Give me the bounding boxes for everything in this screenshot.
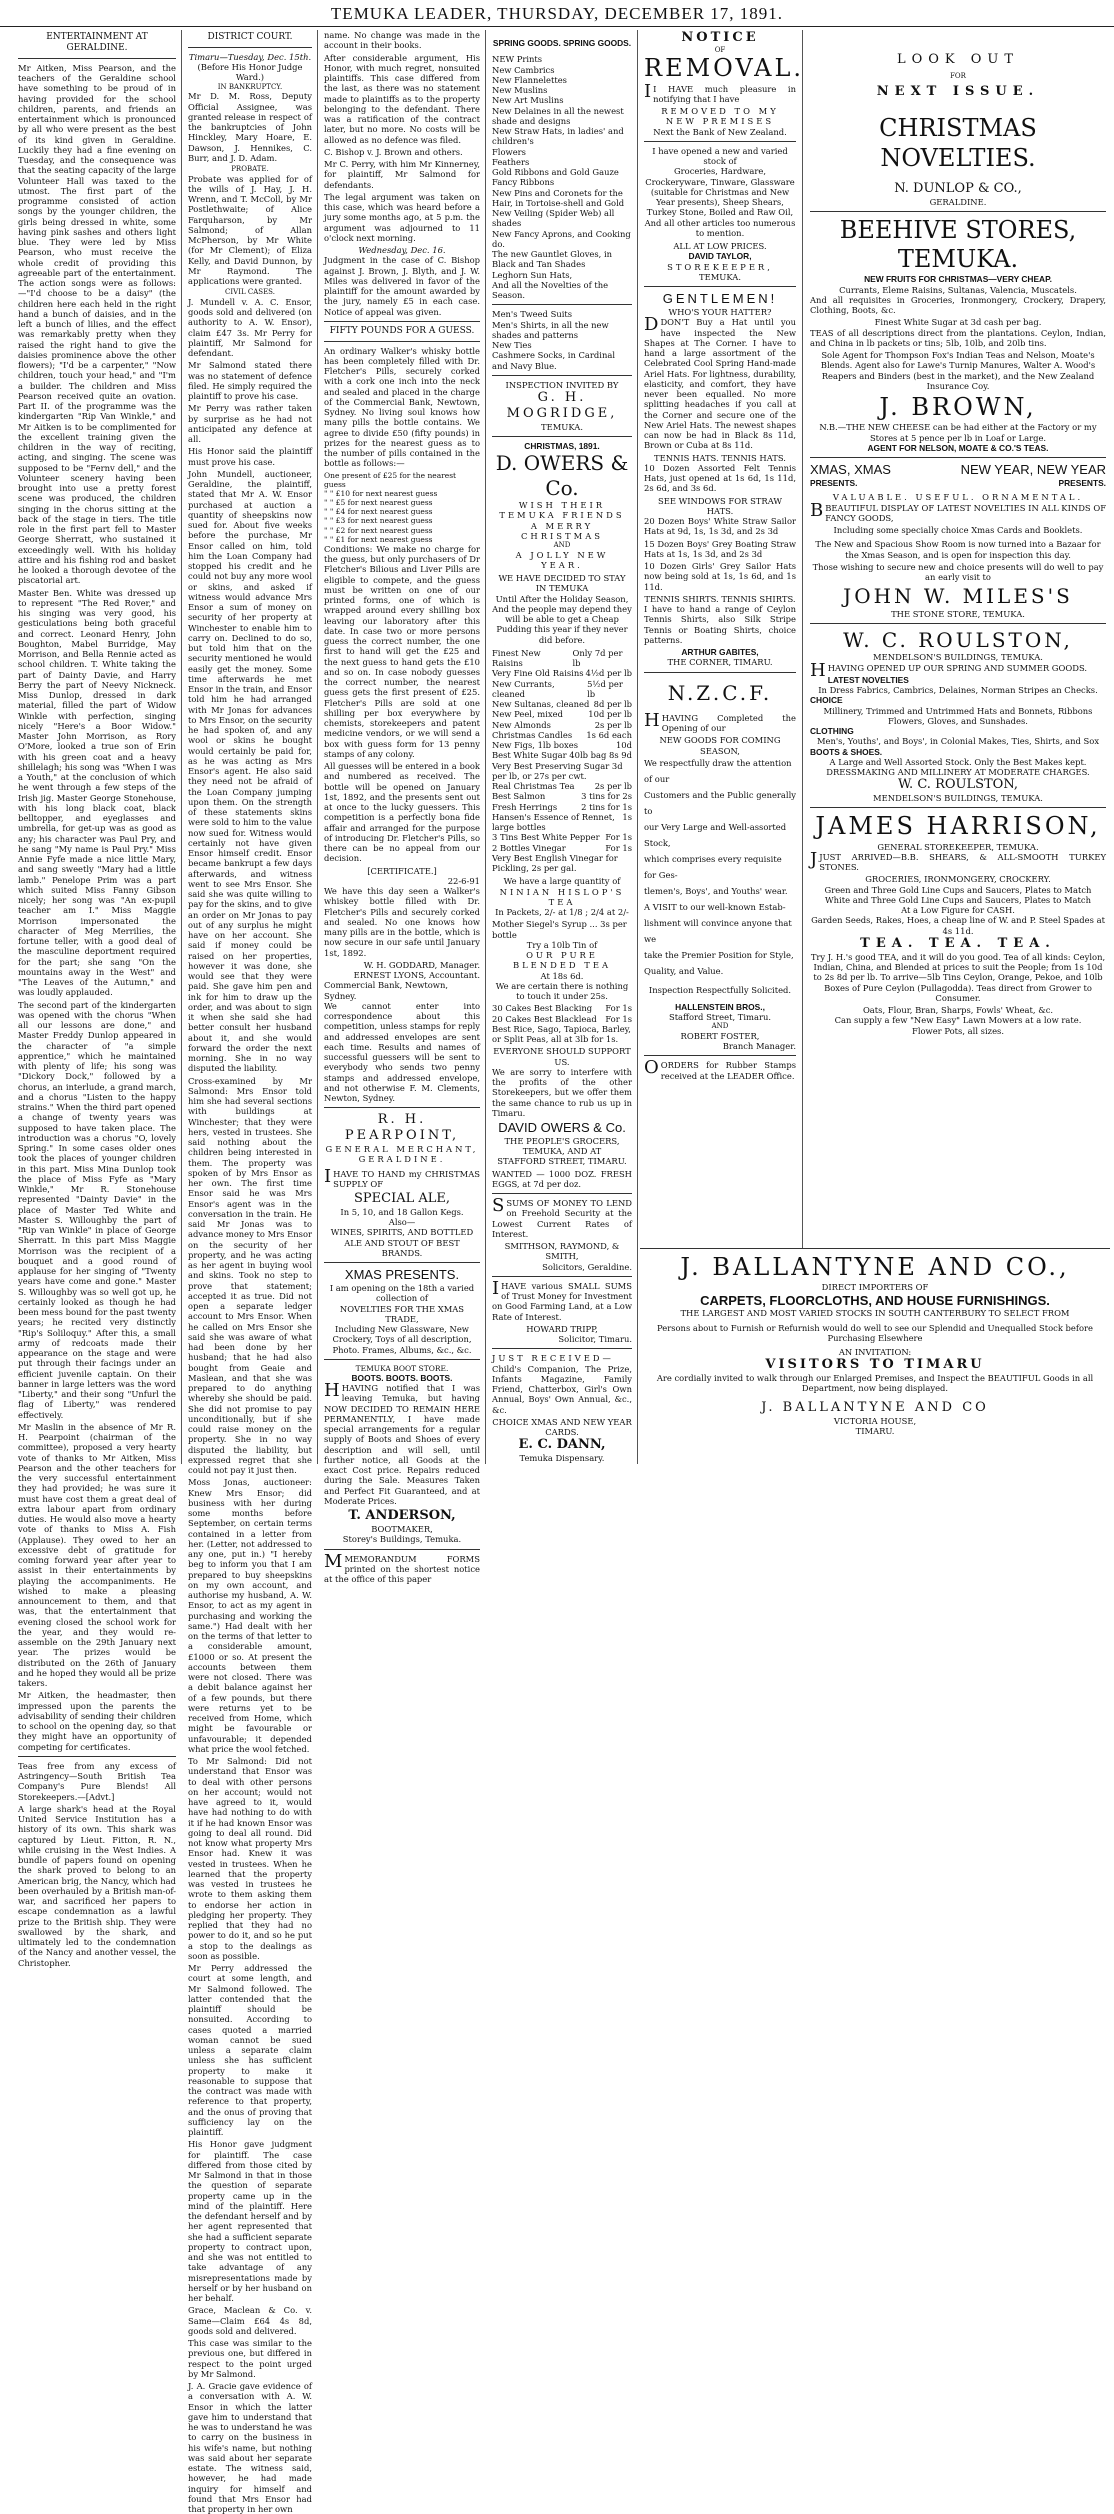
advertiser-title: Solicitor, Timaru. (558, 1334, 632, 1345)
advt-text: A MERRY CHRISTMAS (520, 520, 603, 541)
advt-heading: GROCERIES, IRONMONGERY, CROCKERY. (865, 874, 1051, 885)
certificate-text: We have this day seen a Walker's whiskey bottle filled with Dr. Fletcher's Pills and securely corked and sealed. No one knows how many pills are in the bottle, which is now secure in our safe until January 1st, 1892. (324, 886, 480, 958)
advertiser-name: DAVID TAYLOR, (688, 251, 752, 262)
advertiser-title: Branch Manager. (722, 1041, 796, 1051)
advertiser-name: G. H. MOGRIDGE, (506, 390, 618, 421)
advt-paragraph: Teas free from any excess of Astringency—South British Tea Company's Pure Blends! All Storekeepers.—[Advt.] (18, 1760, 176, 1802)
column-adverts-a: SPRING GOODS. SPRING GOODS. NEW Prints New Cambrics New Flannelettes New Muslins New Art Muslins New Delaines in all the newest shade and designs New Straw Hats, in ladies' and children's Flowers Feathers Gold Ribbons and Gold Gauze Fancy Ribbons New Pins and Coronets for the Hair, in Tortoise-shell and Gold New Veiling (Spider Web) all shades New Fancy Aprons, and Cooking do. The new Gauntlet Gloves, in Black and Tan Shades Leghorn Sun Hats, And all the Novelties of the Season. Men's Tweed Suits Men's Shirts, in all the new shades and patterns New Ties Cashmere Socks, in Cardinal and Navy Blue. INSPECTION INVITED BY G. H. MOGRIDGE, TEMUKA. CHRISTMAS, 1891. D. OWERS & Co. WISH THEIR TEMUKA FRIENDS A MERRY CHRISTMAS AND A JOLLY NEW YEAR. WE HAVE DECIDED TO STAY IN TEMUKA Until After the Holiday Season, And the people may depend they will be able to get a Cheap Pudding this year if they never did before. Finest New Raisins Only 7d per lb Very Fine Old Raisins 4½d per lb New Currants, cleaned 5½d per lb New Sultanas, cleaned 8d per lb New Peel, mixed 10d per lb New Almonds 2s per lb Christmas Candles 1s 6d each New Figs, 1lb boxes 10d Best White Sugar 40lb bag 8s 9d Very Best Preserving Sugar 3d per lb, or 27s per cwt. Real Christmas Tea 2s per lb Best Salmon 3 tins for 2s Fresh Herrings 2 tins for 1s Hansen's Essence of Rennet, large bottles 1s 3 Tins Best White Pepper For 1s 2 Bottles Vinegar For 1s Very Best English Vinegar for Pickling, 2s per gal. We have a large quantity of NINIAN HISLOP'S TEA In Packets, 2/- at 1/8 ; 2/4 at 2/- Mother Siegel's Syrup ... 3s per bottle Try a 10lb Tin of OUR PURE BLENDED TEA At 18s 6d. We are certain there is nothing to touch it under 25s. 30 Cakes Best Blacking For 1s 20 Cakes Best Blacklead For 1s Best Rice, Sago, Tapioca, Barley, or Split Peas, all at 3lb for 1s. EVERYONE SHOULD SUPPORT US. We are sorry to interfere with the profits of the other Storekeepers, but we offer them the same chance to rub us up in Timaru. DAVID OWERS & Co. THE PEOPLE'S GROCERS, TEMUKA, AND AT STAFFORD STREET, TIMARU. WANTED — 1000 DOZ. FRESH EGGS, at 7d per doz. SSUMS OF MONEY TO LEND on Freehold Security at the Lowest Current Rates of Interest. SMITHSON, RAYMOND, & SMITH, Solicitors, Geraldine. IHAVE various SMALL SUMS of Trust Money for Investment on Good Farming Land, at a Low Rate of Interest. HOWARD TRIPP, Solicitor, Timaru. JUST RECEIVED— Child's Companion, The Prize, Infants Magazine, Family Friend, Chatterbox, Girl's Own Annual, Boys' Own Annual, &c., &c. CHOICE XMAS AND NEW YEAR CARDS. E. C. DANN, Temuka Dispensary. (492, 38, 632, 1464)
article-paragraph: Cross-examined by Mr Salmond: Mrs Ensor told him she had several sections with buildings at Winchester; that they were hers, vested in trustees. She said nothing about the children being interested in them. The property was spoken of by Mrs Ensor as her own. The first time Ensor said he was Mrs Ensor's agent was in the conversation in the train. He said Mr Jonas was to advance money to Mrs Ensor on the security of her property, and he was acting as her agent in buying wool and skins. Took no step to prove that statement; accepted it as true. Did not open a separate ledger account to Mrs Ensor. When he called on Mrs Ensor she said she was aware of what had been done by her husband; that he had also bought from Geaie and Maslean, and that she was prepared to do anything whereby she should be paid. She did not promise to pay unconditionally, but if she could raise money on the property. She in no way disputed the liability, but expressed regret that she could not pay it just then. (188, 1075, 312, 1476)
article-paragraph: Mr Perry addressed the court at some length, and Mr Salmond followed. The latter contended that the plaintiff should be nonsuited. According to cases quoted a married woman cannot be sued unless a separate claim unless she has sufficient property to make it reasonable to suppose that the contract was made with reference to that property, and the onus of proving that sufficiency lay on the plaintiff. (188, 1963, 312, 2138)
advertiser-address: THE STONE STORE, TEMUKA. (891, 608, 1025, 619)
product-heading: SPECIAL ALE, (353, 1191, 451, 1207)
advt-line: We respectfully draw the attention of our (644, 757, 792, 784)
advt-text: At 18s 6d. (540, 970, 584, 981)
goods-item: New Muslins (492, 85, 548, 95)
goods-item: Gold Ribbons and Gold Gauze (492, 167, 619, 177)
advt-text: DRESSMAKING AND MILLINERY AT MODERATE CHARGES. (826, 767, 1090, 778)
advt-text: Can supply a few "New Easy" Lawn Mowers at a low rate. (834, 1015, 1082, 1026)
advertiser-address: MENDELSON'S BUILDINGS, TEMUKA. (873, 652, 1043, 663)
goods-item: And all the Novelties of the Season. (492, 279, 609, 300)
advt-text: NEW GOODS FOR COMING SEASON, (659, 735, 781, 756)
goods-item: Men's Tweed Suits (492, 309, 573, 320)
advt-text: Millinery, Trimmed and Untrimmed Hats and Bonnets, Ribbons Flowers, Gloves, and Sunshades. (823, 705, 1093, 726)
advt-text: AN INVITATION: (838, 1347, 912, 1358)
advertiser-name: SMITHSON, RAYMOND, & SMITH, (504, 1241, 620, 1262)
article-paragraph: The legal argument was taken on this case, which was heard before a jury some months ago, at 5 p.m. the argument was adjourned to 11 o'clock next morning. (324, 191, 480, 243)
advt-text: Inspection Respectfully Solicited. (648, 985, 792, 996)
advertiser-town: GERALDINE. (929, 196, 987, 207)
advt-text: 20 Dozen Boys' White Straw Sailor Hats at 9d, 1s, 1s 3d, and 2s 3d (644, 516, 796, 537)
article-paragraph: A large shark's head at the Royal United Service Institution has a history of its own. This shark was captured by Lieut. Fitton, R. N., while cruising in the West Indies. A bundle of papers found on opening the shark proved to belong to an American brig, the Nancy, which had been overhauled by a British man-of-war, and sacrificed her papers to escape condemnation as a lawful prize to the British ship. They were swallowed by the shark, and ultimately led to the condemnation of the Nancy and another vessel, the Christopher. (18, 1803, 176, 1968)
advt-text: Men's, Youths', and Boys', in Colonial Makes, Ties, Shirts, and Sox (816, 736, 1100, 747)
prize-item: " " £2 for next nearest guess (324, 525, 433, 535)
certificate-heading: [CERTIFICATE.] (367, 865, 437, 876)
price-item: Best Rice, Sago, Tapioca, Barley, or Split Peas, all at 3lb for 1s. (492, 1023, 631, 1045)
advt-text: DIRECT IMPORTERS OF (821, 1282, 929, 1293)
advt-line: tlemen's, Boys', and Youths' wear. (644, 885, 788, 896)
advt-heading: AGENT FOR NELSON, MOATE & CO.'S TEAS. (867, 442, 1049, 453)
advt-line: Customers and the Public generally to (644, 789, 797, 816)
price-item: Very Fine Old Raisins (492, 668, 584, 679)
price-item: 2 Bottles Vinegar (492, 842, 566, 853)
advt-heading: GENTLEMEN! (662, 291, 778, 307)
advt-heading: TENNIS SHIRTS. TENNIS SHIRTS. (644, 593, 796, 604)
masthead: TEMUKA LEADER, THURSDAY, DECEMBER 17, 1891. (0, 4, 1114, 27)
goods-list (492, 54, 632, 300)
article-paragraph: Mr Perry was rather taken by surprise as he had not anticipated any defence at all. (188, 403, 312, 445)
article-paragraph: Mr D. M. Ross, Deputy Official Assignee, was granted release in respect of the bankruptcies of John Hinckley, Mary Hoare, E. Dawson, J. Hennikes, C. Burr, and J. D. Adam. (188, 91, 312, 163)
price-value: For 1s (605, 1003, 632, 1014)
price-item: New Peel, mixed (492, 709, 563, 720)
subheading: PROBATE. (231, 165, 269, 173)
price-value: 10d per lb (588, 709, 632, 720)
price-item: Christmas Candles (492, 729, 573, 740)
advt-heading: CHRISTMAS, 1891. (524, 440, 600, 451)
advt-text: REMOVED TO MY NEW PREMISES (661, 106, 779, 127)
advertiser-title: Solicitors, Geraldine. (542, 1261, 632, 1272)
advt-text: HAVING Completed the Opening of our (661, 712, 796, 734)
advertiser-title: GENERAL MERCHANT, (325, 1144, 479, 1155)
mens-goods-list (492, 309, 632, 371)
advt-text: Mother Siegel's Syrup ... 3s per bottle (492, 919, 627, 940)
article-paragraph: His Honor said the plaintiff must prove his case. (188, 446, 312, 467)
ballantyne-advert (640, 1248, 1110, 1464)
advertiser-name: J. BALLANTYNE AND CO (761, 1399, 989, 1415)
advt-line: A VISIT to our well-known Estab- (644, 901, 786, 912)
article-paragraph: Probate was applied for of the wills of J. Hay, J. H. Wrenn, and T. McColl, by Mr Postlethwaite; of Alice Farquharson, by Mr Salmond; of Allan McPherson, by Mr White (for Mr Clement); of Eliza Kelly, and David Dunnon, by Mr Raymond. The applications were granted. (188, 173, 312, 287)
advertiser-town: TIMARU. (855, 1425, 895, 1436)
product-text: In 5, 10, and 18 Gallon Kegs. (340, 1206, 464, 1217)
price-item: Best White Sugar (492, 750, 567, 761)
advt-heading: TEA. TEA. TEA. (860, 935, 1056, 951)
advertiser-address: Stafford Street, Timaru. (668, 1011, 772, 1022)
advt-text: Garden Seeds, Rakes, Hoes, a cheap line of W. and P. Steel Spades at 4s 11d. (811, 915, 1105, 936)
column-adverts-b: NOTICE OF REMOVAL. I I HAVE much pleasure in notifying that I have REMOVED TO MY NEW PREMISES Next the Bank of New Zealand. I have opened a new and varied stock of Groceries, Hardware, Crockeryware, Tinware, Glassware (suitable for Christmas and New Year presents), Sheep Shears, Turkey Stone, Boiled and Raw Oil, And all other articles too numerous to mention. ALL AT LOW PRICES. DAVID TAYLOR, STOREKEEPER, TEMUKA. GENTLEMEN! WHO'S YOUR HATTER? DDON'T Buy a Hat until you have inspected the New Shapes at The Corner. I have to hand a large assortment of the Celebrated Cool Spring Hand-made Ariel Hats. For lightness, durability, elasticity, and comfort, they have never been equalled. No more splitting headaches if you call at the Corner and secure one of the New Ariel Hats. The newest shapes can now be had in Black 8s 11d, Brown or Cuba at 8s 11d. TENNIS HATS. TENNIS HATS. 10 Dozen Assorted Felt Tennis Hats, just opened at 1s 6d, 1s 11d, 2s 6d, and 3s 6d. SEE WINDOWS FOR STRAW HATS. 20 Dozen Boys' White Straw Sailor Hats at 9d, 1s, 1s 3d, and 2s 3d 15 Dozen Boys' Grey Boating Straw Hats at 1s, 1s 3d, and 2s 3d 10 Dozen Girls' Grey Sailor Hats now being sold at 1s, 1s 6d, and 1s 11d. TENNIS SHIRTS. TENNIS SHIRTS. I have to hand a range of Ceylon Tennis Shirts, also Silk Stripe Tennis or Boating Shirts, choice patterns. ARTHUR GABITES, THE CORNER, TIMARU. N.Z.C.F. HHAVING Completed the Opening of our NEW GOODS FOR COMING SEASON, We respectfully draw the attention of our Customers and the Public generally to our Very Large and Well-assorted Stock, which comprises every requisite for Ges- tlemen's, Boys', and Youths' wear. A VISIT to our well-known Estab- lishment will convince anyone that we take the Premier Position for Style, Quality, and Value. Inspection Respectfully Solicited. HALLENSTEIN BROS., Stafford Street, Timaru. AND ROBERT FOSTER, Branch Manager. OORDERS for Rubber Stamps received at the LEADER Office. (644, 30, 805, 1081)
article-paragraph: Mr Aitken, the headmaster, then impressed upon the parents the advisability of sending their children to school on the opening day, so that they might have an opportunity of competing for certificates. (18, 1690, 176, 1752)
price-list (492, 648, 632, 874)
advertiser-name: HALLENSTEIN BROS., (675, 1001, 765, 1012)
price-item: 30 Cakes Best Blacking (492, 1003, 593, 1014)
advt-text: DON'T Buy a Hat until you have inspected the New Shapes at The Corner. I have to hand a large assortment of the Celebrated Cool Spring Hand-made Ariel Hats. For lightness, durability, elasticity, and comfort, they have never been equalled. No more splitting headaches if you call at the Corner and secure one of the New Ariel Hats. The newest shapes can now be had in Black 8s 11d, Brown or Cuba at 8s 11d. (644, 317, 796, 451)
price-value: For 1s (605, 832, 632, 843)
advt-heading: PRESENTS. (810, 478, 858, 489)
advertiser-address: MENDELSON'S BUILDINGS, TEMUKA. (873, 793, 1043, 804)
advt-text: HAVING notified that I was leaving Temuka, but having NOW DECIDED TO REMAIN HERE PERMANENTLY, I have made special arrangements for a regular supply of Boots and Shoes of every description and will sell, until further notice, all Goods at the exact Cost price. Repairs reduced during the Sale. Measures Taken and Perfect Fit Guaranteed, and at Moderate Prices. (324, 1383, 480, 1506)
advt-text: Persons about to Furnish or Refurnish would do well to see our Splendid and Unequalled Stock before Purchasing Elsewhere (657, 1322, 1093, 1343)
goods-item: New Ties (492, 340, 532, 350)
advt-heading: LATEST NOVELTIES (827, 674, 909, 685)
certificate-date: 22-6-91 (447, 875, 480, 886)
advt-text: We are certain there is nothing to touch it under 25s. (495, 980, 629, 1002)
advt-text: Next the Bank of New Zealand. (653, 126, 787, 137)
advertiser-town: GERALDINE. (358, 1154, 446, 1165)
advt-text: HAVE various SMALL SUMS of Trust Money for Investment on Good Farming Land, at a Low Rate of Interest. (492, 1280, 632, 1322)
advt-text: CHOICE XMAS AND NEW YEAR CARDS. (492, 1416, 632, 1438)
advt-heading: CARPETS, FLOORCLOTHS, AND HOUSE FURNISHINGS. (700, 1292, 1050, 1308)
advertiser-name: W. C. ROULSTON, (897, 777, 1019, 793)
advt-text: Green and Three Gold Line Cups and Saucers, Plates to Match (824, 884, 1092, 895)
advertiser-name: ROBERT FOSTER, (680, 1030, 760, 1041)
dateline: Timaru—Tuesday, Dec. 15th. (188, 51, 312, 62)
goods-item: New Cambrics (492, 64, 555, 75)
price-item: New Sultanas, cleaned (492, 699, 590, 710)
advt-heading: NOTICE (681, 30, 759, 45)
advt-text: A JOLLY NEW YEAR. (515, 549, 609, 570)
price-value: 2 tins for 1s (581, 801, 632, 812)
prize-list (324, 471, 480, 544)
article-paragraph: Mr Maslin in the absence of Mr R. H. Pearpoint (chairman of the committee), proposed a very hearty vote of thanks to Mr Aitken, Miss Pearson and the other teachers for the very successful entertainment they had provided; he was sure it must have cost them a great deal of extra labour apart from ordinary duties. He would also move a hearty vote of thanks to Miss A. Fish (Applause). They owed to her an excessive debt of gratitude for coming forward year after year to assist in their entertainments by playing the accompaniments. He wished to make a pleasing announcement to them, and that was, that the entertainment that evening closed the school work for the year, and they would re-assemble on the 29th January next year. The prizes would be distributed on the 26th of January and he hoped they would all be prize takers. (18, 1421, 176, 1689)
advt-text: And the people may depend they will be able to get a Cheap Pudding this year if they never did before. (492, 603, 632, 645)
advt-text: ALL AT LOW PRICES. (673, 241, 767, 252)
article-paragraph: His Honor gave judgment for plaintiff. The case differed from those cited by Mr Salmond in that in those the question of separate property came up in the mind of the plaintiff. Here the defendant herself and by her agent represented that she had a sufficient separate property to contract upon, and she was not entitled to take advantage of any misrepresentations made by herself or by her husband on her behalf. (188, 2139, 312, 2304)
bank-name: Commercial Bank, Newtown, Sydney. (324, 980, 449, 1001)
column-rule (317, 30, 318, 1464)
advt-heading: XMAS, XMAS (810, 462, 891, 478)
advt-text: Try J. H.'s good TEA, and it will do you good. Tea of all kinds: Ceylon, Indian, China, and Blended at prices to suit the People; from 1s 10d to 2s 8d per lb. To arrive—5lb Tins Ceylon, Orange, Pekoe, and 10lb Boxes of Pure Ceylon (Pullagodda). Teas direct from Grower to Consumer. (810, 951, 1106, 1003)
price-value: Only 7d per lb (572, 647, 623, 669)
goods-item: New Pins and Coronets for the Hair, in Tortoise-shell and Gold (492, 187, 625, 208)
goods-item: Leghorn Sun Hats, (492, 269, 573, 280)
advt-text: 15 Dozen Boys' Grey Boating Straw Hats at 1s, 1s 3d, and 2s 3d (644, 538, 796, 559)
advertiser-name: W. C. ROULSTON, (843, 627, 1073, 652)
advt-text: Oats, Flour, Bran, Sharps, Fowls' Wheat, &c. (862, 1005, 1054, 1016)
advt-text: HAVING OPENED UP OUR SPRING AND SUMMER GOODS. (827, 662, 1088, 673)
goods-item: New Flannelettes (492, 74, 567, 85)
advt-heading: LOOK OUT (896, 52, 1020, 67)
price-value: For 1s (605, 842, 632, 853)
article-paragraph: Judgment in the case of C. Bishop against J. Brown, J. Blyth, and J. W. Miles was delivered in favor of the plaintiff for the amount awarded by the jury, namely £5 in each case. Notice of appeal was given. (324, 255, 480, 317)
advt-text: I am opening on the 18th a varied collection of (329, 1283, 475, 1304)
advt-text: N.B.—THE NEW CHEESE can be had either at the Factory or my Stores at 5 pence per lb in Loaf or Large. (819, 422, 1097, 443)
goods-item: The new Gauntlet Gloves, in Black and Tan Shades (492, 249, 613, 270)
goods-item: NEW Prints (492, 54, 543, 65)
advertiser-name: R. H. PEARPOINT, (344, 1112, 460, 1144)
advertiser-address: VICTORIA HOUSE, (833, 1415, 917, 1426)
prize-item: One present of £25 for the nearest guess (324, 470, 457, 489)
price-value: 4½d per lb (585, 668, 632, 679)
price-value: For 1s (605, 1013, 632, 1024)
price-value: 10d (615, 740, 632, 751)
goods-item: New Art Muslins (492, 95, 564, 106)
advt-heading: JUST RECEIVED— (492, 1353, 614, 1364)
advt-text: VALUABLE. USEFUL. ORNAMENTAL. (832, 492, 1084, 503)
also-label: Also— (388, 1217, 416, 1228)
price-item: Best Salmon (492, 791, 546, 802)
advt-heading: CHRISTMAS NOVELTIES. (879, 114, 1037, 172)
advt-text: ORDERS for Rubber Stamps received at the LEADER Office. (660, 1060, 796, 1081)
advt-text: WANTED — 1000 DOZ. FRESH EGGS, at 7d per doz. (492, 1168, 632, 1189)
goods-item: New Veiling (Spider Web) all shades (492, 208, 615, 229)
advertiser-town: TEMUKA. (541, 421, 583, 432)
price-value: 40lb bag 8s 9d (569, 750, 632, 761)
article-paragraph: C. Bishop v. J. Brown and others. (324, 146, 463, 157)
advertiser-title: BOOTMAKER, (371, 1524, 433, 1535)
price-value: 1s (622, 811, 632, 822)
advertiser-title: STOREKEEPER, (667, 261, 773, 272)
article-paragraph: J. A. Gracie gave evidence of a conversation with A. W. Ensor in which the latter gave him to understand that he was to understand he was to carry on the business in his wife's name, but nothing was said about her separate estate. The witness said, however, he had made inquiry for himself and found that Mrs Ensor had that property in her own (188, 2381, 312, 2514)
advt-heading: BOOTS & SHOES. (810, 746, 883, 757)
store-name: TEMUKA BOOT STORE. (355, 1363, 449, 1373)
advt-text: Groceries, Hardware, Crockeryware, Tinware, Glassware (suitable for Christmas and New Year presents), Sheep Shears, Turkey Stone, Boiled and Raw Oil, And all other articles too numerous to mention. (644, 166, 796, 238)
advt-text: Flower Pots, all sizes. (912, 1025, 1004, 1036)
advt-text: In Packets, 2/- at 1/8 ; 2/4 at 2/- (495, 907, 629, 918)
advertiser-title: Temuka Dispensary. (519, 1453, 605, 1464)
advertiser-name: DAVID OWERS & Co. (498, 1120, 626, 1136)
advt-text: Currants, Eleme Raisins, Sultanas, Valencia, Muscatels. (839, 284, 1077, 295)
price-value: 2s per lb (594, 781, 632, 792)
advt-paragraph: Conditions: We make no charge for the guess, but only purchasers of Dr Fletcher's Bilious and Liver Pills are eligible to compete, and the guess must be written on one of our printed forms, one of which is wrapped around every shilling box leaving our laboratory after this date. In case two or more persons guess the correct number, the one first to hand will get the £25 and the next guess to hand gets the £10 and so on. In case nobody guesses the correct number, the nearest guess gets the first present of £25. Fletcher's Pills are sold at one shilling per box everywhere by chemists, storekeepers and patent medicine vendors, or we will send a box with guess form for 13 penny stamps of any colony. (324, 543, 480, 759)
advt-text: NOVELTIES FOR THE XMAS TRADE, (339, 1303, 465, 1324)
advt-text: MEMORANDUM FORMS printed on the shortest notice at the office of this paper (324, 1553, 480, 1585)
article-paragraph: This case was similar to the previous one, but differed in respect to the point urged by Mr Salmond. (188, 2338, 312, 2379)
advertiser-address: THE CORNER, TIMARU. (667, 657, 773, 668)
advt-heading: FIFTY POUNDS FOR A GUESS. (329, 325, 475, 336)
article-paragraph: Master Ben. White was dressed up to represent "The Red Rover," and his singing was very good, his gesticulations being both graceful and correct. Leonard Henry, John Boughton, Mabel Burridge, May Morrison, and Bella Rennie acted as school children. T. White taking the part of Dainty Davie, and Harry Berry the part of Neevy Nickneck. Miss Dunlop, dressed in dark material, filled the part of Widow Winkle with perfection, singing nicely "Here's a Boor Widow." Master John Morrison, as Rory O'More, looked a true son of Erin with his green coat and a heavy shillelagh; his song was "When I was a Youth," at the conclusion of which he went through a few steps of the Irish jig. Master George Stonehouse, with his long black coat, black belltopper, and eyeglasses and umbrella, for get-up was as good as any; his character was Paul Pry, and he sang "My name is Paul Pry." Miss Annie Fyfe made a nice little Mary, and sang sweetly "Mary had a little lamb." Penelope Prim was a part which suited Miss Fanny Gibson nicely; her song was "An ex-pupil teacher am I." Miss Maggie Morrison impersonated the character of Meg Merrilies, the fortune teller, with a good deal of the masculine deportment required for the part; she sang "On the mountains away in the West" and "The Leaves of the Autumn," and was loudly applauded. (18, 587, 176, 998)
advt-line: take the Premier Position for Style, (644, 949, 794, 960)
advt-heading: SEE WINDOWS FOR STRAW HATS. (657, 495, 783, 516)
advt-text: We have a large quantity of (503, 876, 621, 887)
price-item: Fresh Herrings (492, 801, 558, 812)
advt-text: HAVE TO HAND my CHRISTMAS SUPPLY OF (333, 1168, 480, 1189)
article-paragraph: Grace, Maclean & Co. v. Same—Claim £64 4s 8d, goods sold and delivered. (188, 2305, 312, 2336)
product-heading: NINIAN HISLOP'S TEA (499, 886, 625, 907)
advt-line: lishment will convince anyone that we (644, 917, 792, 944)
advertiser-name: HOWARD TRIPP, (526, 1323, 598, 1334)
prize-item: " " £5 for next nearest guess (324, 498, 433, 508)
column-entertainment (14, 30, 180, 1968)
advt-text: A Large and Well Assorted Stock. Only the Best Makes kept. (829, 756, 1087, 767)
price-item: 20 Cakes Best Blacklead (492, 1013, 597, 1024)
advt-text: SUMS OF MONEY TO LEND on Freehold Security at the Lowest Current Rates of Interest. (492, 1198, 632, 1239)
advt-heading: REMOVAL. (644, 54, 805, 83)
article-paragraph: The second part of the kindergarten was opened with the chorus "When all our lessons are done," and Master Freddy Dunlop appeared in the character of "a simple apprentice," which he maintained with plenty of life; his song was "Dickory Dock," followed by a chorus, an interlude, a grand march, and a chorus "Listen to the happy strains." When the third part opened a change of twenty years was supposed to have taken place. The introduction was a chorus "O, lovely Spring." In some cases older ones took the places of younger children in this part. Miss Mina Dunlop took the place of Miss Fyfe as "Mary Winkle," Mr R. Stonehouse represented "Dainty Davie" in the place of Master Ted White and Master S. Willoughby the part of "Rip van Winkle" in place of George Sherratt. In this part Miss Maggie Morrison was the recipient of a bouquet and a good round of applause for her singing of "Twenty years have come and gone." Master S. Willoughby was so well got up, he certainly looked as though he had been mess bound for the past twenty years; he recited very distinctly "Rip's Soliloquy." After this, a small army of redcoats made their appearance on the stage and were put through their facings under an efficient juvenile captain. On their banner in large letters was the word "Liberty," and their song "Unfurl the flag of Liberty," was rendered effectively. (18, 999, 176, 1420)
product-heading: OUR PURE BLENDED TEA (512, 950, 612, 971)
advertiser-title: THE PEOPLE'S GROCERS, TEMUKA, AND AT (504, 1135, 620, 1157)
article-paragraph: name. No change was made in the account in their books. (324, 30, 480, 51)
price-value: 3d per lb, or 27s per cwt. (492, 760, 623, 781)
advertiser-name: D. OWERS & Co. (495, 451, 629, 500)
advt-text: Including some specially choice Xmas Cards and Booklets. (833, 525, 1083, 536)
column-court-continued: name. No change was made in the account in their books. After considerable argument, His Honor, with much regret, nonsuited plaintiffs. This case differed from the last, as there was no statement made to plaintiffs as to the property belonging to the defendant. There was a ratification of the contract later, but no more. No costs will be allowed as no defence was filed. C. Bishop v. J. Brown and others. Mr C. Perry, with him Mr Kinnerney, for plaintiff, Mr Salmond for defendants. The legal argument was taken on this case, which was heard before a jury some months ago, at 5 p.m. the argument was adjourned to 11 o'clock next morning. Wednesday, Dec. 16. Judgment in the case of C. Bishop against J. Brown, J. Blyth, and J. W. Miles was delivered in favor of the plaintiff for the amount awarded by the jury, namely £5 in each case. Notice of appeal was given. FIFTY POUNDS FOR A GUESS. An ordinary Walker's whisky bottle has been completely filled with Dr. Fletcher's Pills, securely corked with a cork one inch into the neck and sealed and placed in the charge of the Commercial Bank, Newtown, Sydney. No living soul knows how many pills the bottle contains. We agree to divide £50 (fifty pounds) in prizes for the nearest guess as to the number of pills contained in the bottle as follows:— One present of £25 for the nearest guess " " £10 for next nearest guess " " £5 for next nearest guess " " £4 for next nearest guess " " £3 for next nearest guess " " £2 for next nearest guess " " £1 for next nearest guess Conditions: We make no charge for the guess, but only purchasers of Dr Fletcher's Bilious and Liver Pills are eligible to compete, and the guess must be written on one of our printed forms, one of which is wrapped around every shilling box leaving our laboratory after this date. In case two or more persons guess the correct number, the one first to hand will get the £25 and the next guess to hand gets the £10 and so on. In case nobody guesses the correct number, the nearest guess gets the first present of £25. Fletcher's Pills are sold at one shilling per box everywhere by chemists, storekeepers and patent medicine vendors, or we will send a box with guess form for 13 penny stamps of any colony. All guesses will be entered in a book and numbered as received. The bottle will be opened on January 1st, 1892, and the presents sent out at once to the lucky guessers. This competition is a perfectly bona fide affair and arranged for the purpose of introducing Dr. Fletcher's Pills, so there can be no appeal from our decision. [CERTIFICATE.] 22-6-91 We have this day seen a Walker's whiskey bottle filled with Dr. Fletcher's Pills and securely corked and sealed. No one knows how many pills are in the bottle, which is now secure in our safe until January 1st, 1892. W. H. GODDARD, Manager. ERNEST LYONS, Accountant. Commercial Bank, Newtown, Sydney. We cannot enter into correspondence about this competition, unless stamps for reply and addressed envelopes are sent each time. Results and names of successful guessers will be sent to everybody who sends two penny stamps and addressed envelope, and not otherwise F. M. Clements, Newton, Sydney. R. H. PEARPOINT, GENERAL MERCHANT, GERALDINE. IHAVE TO HAND my CHRISTMAS SUPPLY OF SPECIAL ALE, In 5, 10, and 18 Gallon Kegs. Also— WINES, SPIRITS, AND BOTTLED ALE AND STOUT OF BEST BRANDS. XMAS PRESENTS. I am opening on the 18th a varied collection of NOVELTIES FOR THE XMAS TRADE, Including New Glassware, New Crockery, Toys of all description, Photo. Frames, Albums, &c., &c. TEMUKA BOOT STORE. BOOTS. BOOTS. BOOTS. HHAVING notified that I was leaving Temuka, but having NOW DECIDED TO REMAIN HERE PERMANENTLY, I have made special arrangements for a regular supply of Boots and Shoes of every description and will sell, until further notice, all Goods at the exact Cost price. Repairs reduced during the Sale. Measures Taken and Perfect Fit Guaranteed, and at Moderate Prices. T. ANDERSON, BOOTMAKER, Storey's Buildings, Temuka. MMEMORANDUM FORMS printed on the shortest notice at the office of this paper (324, 30, 480, 1585)
advt-text: Those wishing to secure new and choice presents will do well to pay an early visit to (812, 561, 1104, 583)
advt-text: I have opened a new and varied stock of (652, 145, 788, 167)
advt-text: INSPECTION INVITED BY (505, 379, 619, 390)
advt-text: OF (714, 45, 726, 54)
advt-text: Including New Glassware, New Crockery, Toys of all description, Photo. Frames, Albums, &c., &c. (332, 1324, 472, 1355)
article-paragraph: Mr Aitken, Miss Pearson, and the teachers of the Geraldine school have something to be proud of in having provided for the school children, parents, and friends an entertainment which is pronounced by all who were present as the best of its kind given in Geraldine. Luckily they had a fine evening on Tuesday, and the consequence was that the seating capacity of the large Volunteer Hall was taxed to the utmost. The first part of the programme consisted of action songs by the younger children, the girls being dressed in white, some having pink sashes and others light blue. They were led by Miss Pearson, who must receive the whole credit of providing this agreeable part of the entertainment. The action songs were as follows:—"I'd choose to be a daisy" (the children here each held in the right hand a bunch of daisies, and in the left a bunch of lilies, and the effect was remarkably pretty when they raised the right hand to give the daisies prominence above the other flowers); "I'd be a carpenter," "Now children, touch your head," and "I'm a builder. The children and Miss Pearson received quite an ovation. Part II. of the programme was the kindergarten "Rip Van Winkle," and Mr Aitken is to be complimented for the excellent training given the children in the way of reciting, acting, and singing. The scene was supposed to be "Fernv dell," and the Volunteer scenery having been brought into use a pretty forest scene was produced, the children singing in the chorus sitting at the back of the stage in tiers. The title role in the first part fell to Master George Sherratt, who sustained it exceedingly well. With his holiday attire and his fishing rod and basket he looked a thorough devotee of the piscatorial art. (18, 62, 176, 586)
column-rule (181, 30, 182, 1464)
advt-text: BEAUTIFUL DISPLAY OF LATEST NOVELTIES IN ALL KINDS OF FANCY GOODS, (825, 502, 1106, 523)
price-value: 1s 6d each (586, 729, 632, 740)
column-adverts-c: LOOK OUT FOR NEXT ISSUE. CHRISTMAS NOVELTIES. N. DUNLOP & CO., GERALDINE. BEEHIVE STORES, TEMUKA. NEW FRUITS FOR CHRISTMAS—VERY CHEAP. Currants, Eleme Raisins, Sultanas, Valencia, Muscatels. And all requisites in Groceries, Ironmongery, Crockery, Drapery, Clothing, Boots, &c. Finest White Sugar at 3d cash per bag. TEAS of all descriptions direct from the plantations. Ceylon, Indian, and China in lb packets or tins; 5lb, 10lb, and 20lb tins. Sole Agent for Thompson Fox's Indian Teas and Nelson, Moate's Blends. Agent also for Lawe's Turnip Manures, Walter A. Wood's Reapers and Binders (best in the market), and the New Zealand Insurance Coy. J. BROWN, N.B.—THE NEW CHEESE can be had either at the Factory or my Stores at 5 pence per lb in Loaf or Large. AGENT FOR NELSON, MOATE & CO.'S TEAS. XMAS, XMAS NEW YEAR, NEW YEAR PRESENTS. PRESENTS. VALUABLE. USEFUL. ORNAMENTAL. BBEAUTIFUL DISPLAY OF LATEST NOVELTIES IN ALL KINDS OF FANCY GOODS, Including some specially choice Xmas Cards and Booklets. The New and Spacious Show Room is now turned into a Bazaar for the Xmas Season, and is open for inspection this day. Those wishing to secure new and choice presents will do well to pay an early visit to JOHN W. MILES'S THE STONE STORE, TEMUKA. W. C. ROULSTON, MENDELSON'S BUILDINGS, TEMUKA. HHAVING OPENED UP OUR SPRING AND SUMMER GOODS. LATEST NOVELTIES In Dress Fabrics, Cambrics, Delaines, Norman Stripes an Checks. CHOICE Millinery, Trimmed and Untrimmed Hats and Bonnets, Ribbons Flowers, Gloves, and Sunshades. CLOTHING Men's, Youths', and Boys', in Colonial Makes, Ties, Shirts, and Sox BOOTS & SHOES. A Large and Well Assorted Stock. Only the Best Makes kept. DRESSMAKING AND MILLINERY AT MODERATE CHARGES. W. C. ROULSTON, MENDELSON'S BUILDINGS, TEMUKA. JAMES HARRISON, GENERAL STOREKEEPER, TEMUKA. JJUST ARRIVED—B.B. SHEARS, & ALL-SMOOTH TURKEY STONES. GROCERIES, IRONMONGERY, CROCKERY. Green and Three Gold Line Cups and Saucers, Plates to Match White and Three Gold Line Cups and Saucers, Plates to Match At a Low Figure for CASH. Garden Seeds, Rakes, Hoes, a cheap line of W. and P. Steel Spades at 4s 11d. TEA. TEA. TEA. Try J. H.'s good TEA, and it will do you good. Tea of all kinds: Ceylon, Indian, China, and Blended at prices to suit the People; from 1s 10d to 2s 8d per lb. To arrive—5lb Tins Ceylon, Orange, Pekoe, and 10lb Boxes of Pure Ceylon (Pullagodda). Teas direct from Grower to Consumer. Oats, Flour, Bran, Sharps, Fowls' Wheat, &c. Can supply a few "New Easy" Lawn Mowers at a low rate. Flower Pots, all sizes. (810, 52, 1106, 1036)
product-text: WINES, SPIRITS, AND BOTTLED ALE AND STOUT OF BEST BRANDS. (330, 1227, 474, 1258)
price-value: 5½d per lb (587, 678, 623, 699)
advt-paragraph: An ordinary Walker's whisky bottle has been completely filled with Dr. Fletcher's Pills, securely corked with a cork one inch into the neck and sealed and placed in the charge of the Commercial Bank, Newtown, Sydney. No living soul knows how many pills the bottle contains. We agree to divide £50 (fifty pounds) in prizes for the nearest guess as to the number of pills contained in the bottle as follows:— (324, 345, 480, 469)
goods-item: New Fancy Aprons, and Cooking do. (492, 228, 631, 249)
advt-heading: PRESENTS. (1058, 478, 1106, 489)
advt-heading: N.Z.C.F. (667, 680, 773, 705)
goods-item: New Straw Hats, in ladies' and children's (492, 126, 624, 147)
advt-heading: CHOICE (810, 695, 843, 706)
goods-item: New Delaines in all the newest shade and designs (492, 105, 624, 126)
advt-line: our Very Large and Well-assorted Stock, (644, 821, 787, 848)
advt-text: AND (553, 541, 571, 549)
advertiser-name: J. BALLANTYNE AND CO., (680, 1253, 1070, 1281)
advt-text: And all requisites in Groceries, Ironmongery, Crockery, Drapery, Clothing, Boots, &c. (810, 294, 1106, 316)
advt-heading: XMAS PRESENTS. (344, 1267, 460, 1283)
advertiser-address: STAFFORD STREET, TIMARU. (497, 1156, 627, 1167)
price-item: New Figs, 1lb boxes (492, 740, 578, 751)
goods-item: Fancy Ribbons (492, 177, 555, 188)
subheading: CIVIL CASES. (225, 288, 275, 297)
price-value: 2s per gal. (531, 863, 577, 874)
advertiser-name: ARTHUR GABITES, (681, 647, 759, 658)
advt-text: WE HAVE DECIDED TO STAY IN TEMUKA (498, 573, 626, 594)
column-district-court (184, 30, 316, 2514)
article-paragraph: To Mr Salmond: Did not understand that Ensor was to deal with other persons on her account; would not have agreed to it, would have had nothing to do with it if he had known Ensor was going to deal all round. Did not know what property Mrs Ensor had. Knew it was vested in trustees. When he learned that the property was vested in trustees he wrote to them asking them to endorse her action in pledging her property. They replied that they had no power to do it, and so he put a stop to the dealings as soon as possible. (188, 1756, 312, 1961)
advt-text: The New and Spacious Show Room is now turned into a Bazaar for the Xmas Season, and is open for inspection this day. (815, 539, 1101, 560)
advt-text: TEAS of all descriptions direct from the plantations. Ceylon, Indian, and China in lb packets or tins; 5lb, 10lb, and 20lb tins. (810, 327, 1106, 348)
price-item: New Currants, cleaned (492, 678, 555, 699)
advertiser-name: E. C. DANN, (518, 1437, 606, 1453)
advt-line: which comprises every requisite for Ges- (644, 853, 782, 880)
advt-heading: SPRING GOODS. SPRING GOODS. (492, 38, 632, 48)
advt-heading: VISITORS TO TIMARU (765, 1357, 985, 1373)
article-heading: ENTERTAINMENT AT GERALDINE. (46, 32, 148, 53)
signature: ERNEST LYONS, Accountant. (353, 970, 480, 981)
advt-heading: TENNIS HATS. TENNIS HATS. (654, 452, 786, 463)
price-value: 2s per lb (594, 719, 632, 730)
article-paragraph: Mr Salmond stated there was no statement of defence filed. He simply required the plaintiff to prove his case. (188, 360, 312, 402)
advertiser-name: J. BROWN, (879, 393, 1037, 422)
advt-text: I HAVE much pleasure in notifying that I have (653, 83, 796, 104)
advt-text: Try a 10lb Tin of (526, 939, 598, 950)
subheading: IN BANKRUPTCY. (217, 82, 283, 91)
price-item: Very Best English Vinegar for Pickling, (492, 852, 618, 874)
advertiser-name: N. DUNLOP & CO., (894, 180, 1022, 196)
goods-item: Cashmere Socks, in Cardinal and Navy Blue. (492, 350, 616, 371)
advt-text: FOR (950, 71, 966, 80)
prize-item: " " £1 for next nearest guess (324, 534, 433, 544)
advt-heading: NEW FRUITS FOR CHRISTMAS—VERY CHEAP. (864, 274, 1052, 285)
article-paragraph: After considerable argument, His Honor, with much regret, nonsuited plaintiffs. This case differed from the last, as there was no statement made to plaintiffs as to the property belonging to the defendant. There was a ratification of the contract later, but no more. No costs will be allowed as no defence was filed. (324, 52, 480, 145)
advt-paragraph: All guesses will be entered in a book and numbered as received. The bottle will be opened on January 1st, 1892, and the presents sent out at once to the lucky guessers. This competition is a perfectly bona fide affair and arranged for the purpose of introducing Dr. Fletcher's Pills, so there can be no appeal from our decision. (324, 761, 480, 864)
goods-item: Men's Shirts, in all the new shades and patterns (492, 319, 609, 340)
price-item: Finest New Raisins (492, 647, 541, 669)
advt-line: Quality, and Value. (644, 965, 724, 976)
advt-text: 10 Dozen Assorted Felt Tennis Hats, just opened at 1s 6d, 1s 11d, 2s 6d, and 3s 6d. (644, 462, 796, 494)
goods-item: Feathers (492, 156, 530, 167)
advt-text: THE LARGEST AND MOST VARIED STOCKS IN SOUTH CANTERBURY TO SELECT FROM (680, 1308, 1070, 1319)
advt-text: WISH THEIR TEMUKA FRIENDS (499, 500, 625, 521)
price-item: Very Best Preserving Sugar (492, 760, 610, 771)
advt-text: 10 Dozen Girls' Grey Sailor Hats now being sold at 1s, 1s 6d, and 1s 11d. (644, 561, 796, 592)
prize-item: " " £10 for next nearest guess (324, 489, 438, 498)
signature: W. H. GODDARD, Manager. (363, 959, 480, 970)
advertiser-name: T. ANDERSON, (348, 1508, 456, 1524)
prize-item: " " £4 for next nearest guess (324, 507, 433, 517)
article-paragraph: Moss Jonas, auctioneer: Knew Mrs Ensor; did business with her during some months before September, on certain terms contained in a letter from her. (Letter, not addressed to any one, put in.) "I hereby beg to inform you that I am prepared to buy sheepskins on my own account, and authorise my husband, A. W. Ensor, to act as my agent in purchasing and working the same.") Had dealt with her on the terms of that letter to a considerable amount, £1000 or so. At present the accounts between them were not closed. There was a debit balance against her of a few pounds, but there were returns yet to be received from Home, which might be favourable or unfavourable; it depended what price the wool fetched. (188, 1477, 312, 1754)
column-rule (637, 30, 638, 1464)
advt-heading: BEEHIVE STORES, TEMUKA. (839, 215, 1077, 274)
advertiser-address: Storey's Buildings, Temuka. (342, 1534, 462, 1545)
advt-paragraph: We cannot enter into correspondence about this competition, unless stamps for reply and addressed envelopes are sent each time. Results and names of successful guessers will be sent to everybody who sends two penny stamps and addressed envelope, and not otherwise F. M. Clements, Newton, Sydney. (324, 1000, 480, 1104)
court-judge: (Before His Honor Judge Ward.) (197, 62, 303, 83)
advt-text: I have to hand a range of Ceylon Tennis Shirts, also Silk Stripe Tennis or Boating Shirts, choice patterns. (644, 604, 796, 645)
advt-heading: NEW YEAR, NEW YEAR (960, 462, 1106, 478)
advt-text: At a Low Figure for CASH. (901, 905, 1015, 916)
dateline: Wednesday, Dec. 16. (358, 245, 446, 255)
advt-text: WHO'S YOUR HATTER? (668, 307, 772, 318)
article-heading: DISTRICT COURT. (207, 32, 293, 42)
advt-text: Until After the Holiday Season, (495, 593, 629, 604)
advt-heading: BOOTS. BOOTS. BOOTS. (351, 1372, 453, 1383)
advt-heading: NEXT ISSUE. (876, 84, 1040, 100)
price-value: 8d per lb (593, 699, 632, 710)
nzcf-text (644, 756, 796, 980)
advt-heading: CLOTHING (810, 726, 854, 737)
advertiser-title: GENERAL STOREKEEPER, TEMUKA. (877, 841, 1039, 852)
advt-text: Child's Companion, The Prize, Infants Magazine, Family Friend, Chatterbox, Girl's Own Annual, Boys' Own Annual, &c., &c. (492, 1363, 632, 1415)
advt-text: In Dress Fabrics, Cambrics, Delaines, Norman Stripes an Checks. (818, 685, 1098, 696)
goods-item: Flowers (492, 146, 526, 157)
price-item: 3 Tins Best White Pepper (492, 832, 600, 843)
article-paragraph: J. Mundell v. A. C. Ensor, goods sold and delivered (on authority to A. W. Ensor), claim £47 3s. Mr Perry for plaintiff, Mr Salmond for defendant. (188, 296, 312, 359)
price-item: Real Christmas Tea (492, 781, 575, 792)
price-value: 3 tins for 2s (581, 791, 632, 802)
advt-text: AND (711, 1022, 729, 1031)
article-paragraph: Mr C. Perry, with him Mr Kinnerney, for plaintiff, Mr Salmond for defendants. (324, 159, 480, 190)
advertiser-town: TEMUKA. (699, 271, 741, 282)
advertiser-name: JAMES HARRISON, (815, 812, 1101, 841)
advertiser-name: JOHN W. MILES'S (843, 584, 1073, 609)
advt-text: Are cordially invited to walk through our Enlarged Premises, and Inspect the BEAUTIFUL Goods in all Department, now being displayed. (656, 1373, 1094, 1394)
prize-item: " " £3 for next nearest guess (324, 516, 433, 526)
advt-text: Sole Agent for Thompson Fox's Indian Teas and Nelson, Moate's Blends. Agent also for Lawe's Turnip Manures, Walter A. Wood's Reapers and Binders (best in the market), and the New Zealand Insurance Coy. (820, 350, 1096, 391)
advt-text: EVERYONE SHOULD SUPPORT US. (493, 1046, 631, 1067)
advt-text: We are sorry to interfere with the profits of the other Storekeepers, but we offer them the same chance to rub us up in Timaru. (492, 1066, 632, 1118)
advt-text: Finest White Sugar at 3d cash per bag. (874, 317, 1042, 328)
article-paragraph: John Mundell, auctioneer, Geraldine, the plaintiff, stated that Mr A. W. Ensor purchased at auction a quantity of sheepskins now sued for. About five weeks before the purchase, Mr Ensor called on him, told him the Loan Company had stopped his credit and he could not buy any more wool or skins, and asked if witness would advance Mrs Ensor a sum of money on security of her property at Winchester to enable him to carry on. Declined to do so, but told him that on the security mentioned he would easily get the money. Some time afterwards he met Ensor in the train, and Ensor told him he had arranged with Mr Jonas for advances to Mrs Ensor, on the security he had spoken of, and any wool or skins he bought would certainly be paid for, as he was acting as Mrs Ensor's agent. He also said they need not be afraid of the Loan Company jumping upon them. On the strength of these statements skins were sold to him to the value now sued for. Witness would certainly not have given Ensor himself credit. Ensor became bankrupt a few days afterwards, and witness went to see Mrs Ensor. She said she was quite willing to pay for the skins, and to give an order on Mr Jonas to pay out of any surplus he might have on her account. She said if money could be raised on her properties, however it was done, she would see that they were paid. She gave him pen and ink for him to draw up the order, and was about to sign it when she said she had better consult her husband about it, and she would forward the order the next morning. She in no way disputed the liability. (188, 468, 312, 1074)
advt-text: White and Three Gold Line Cups and Saucers, Plates to Match (825, 894, 1091, 905)
price-item: New Almonds (492, 719, 551, 730)
price-item: Hansen's Essence of Rennet, large bottles (492, 811, 615, 833)
advt-text: JUST ARRIVED—B.B. SHEARS, & ALL-SMOOTH TURKEY STONES. (819, 851, 1106, 873)
column-rule (485, 30, 486, 1464)
